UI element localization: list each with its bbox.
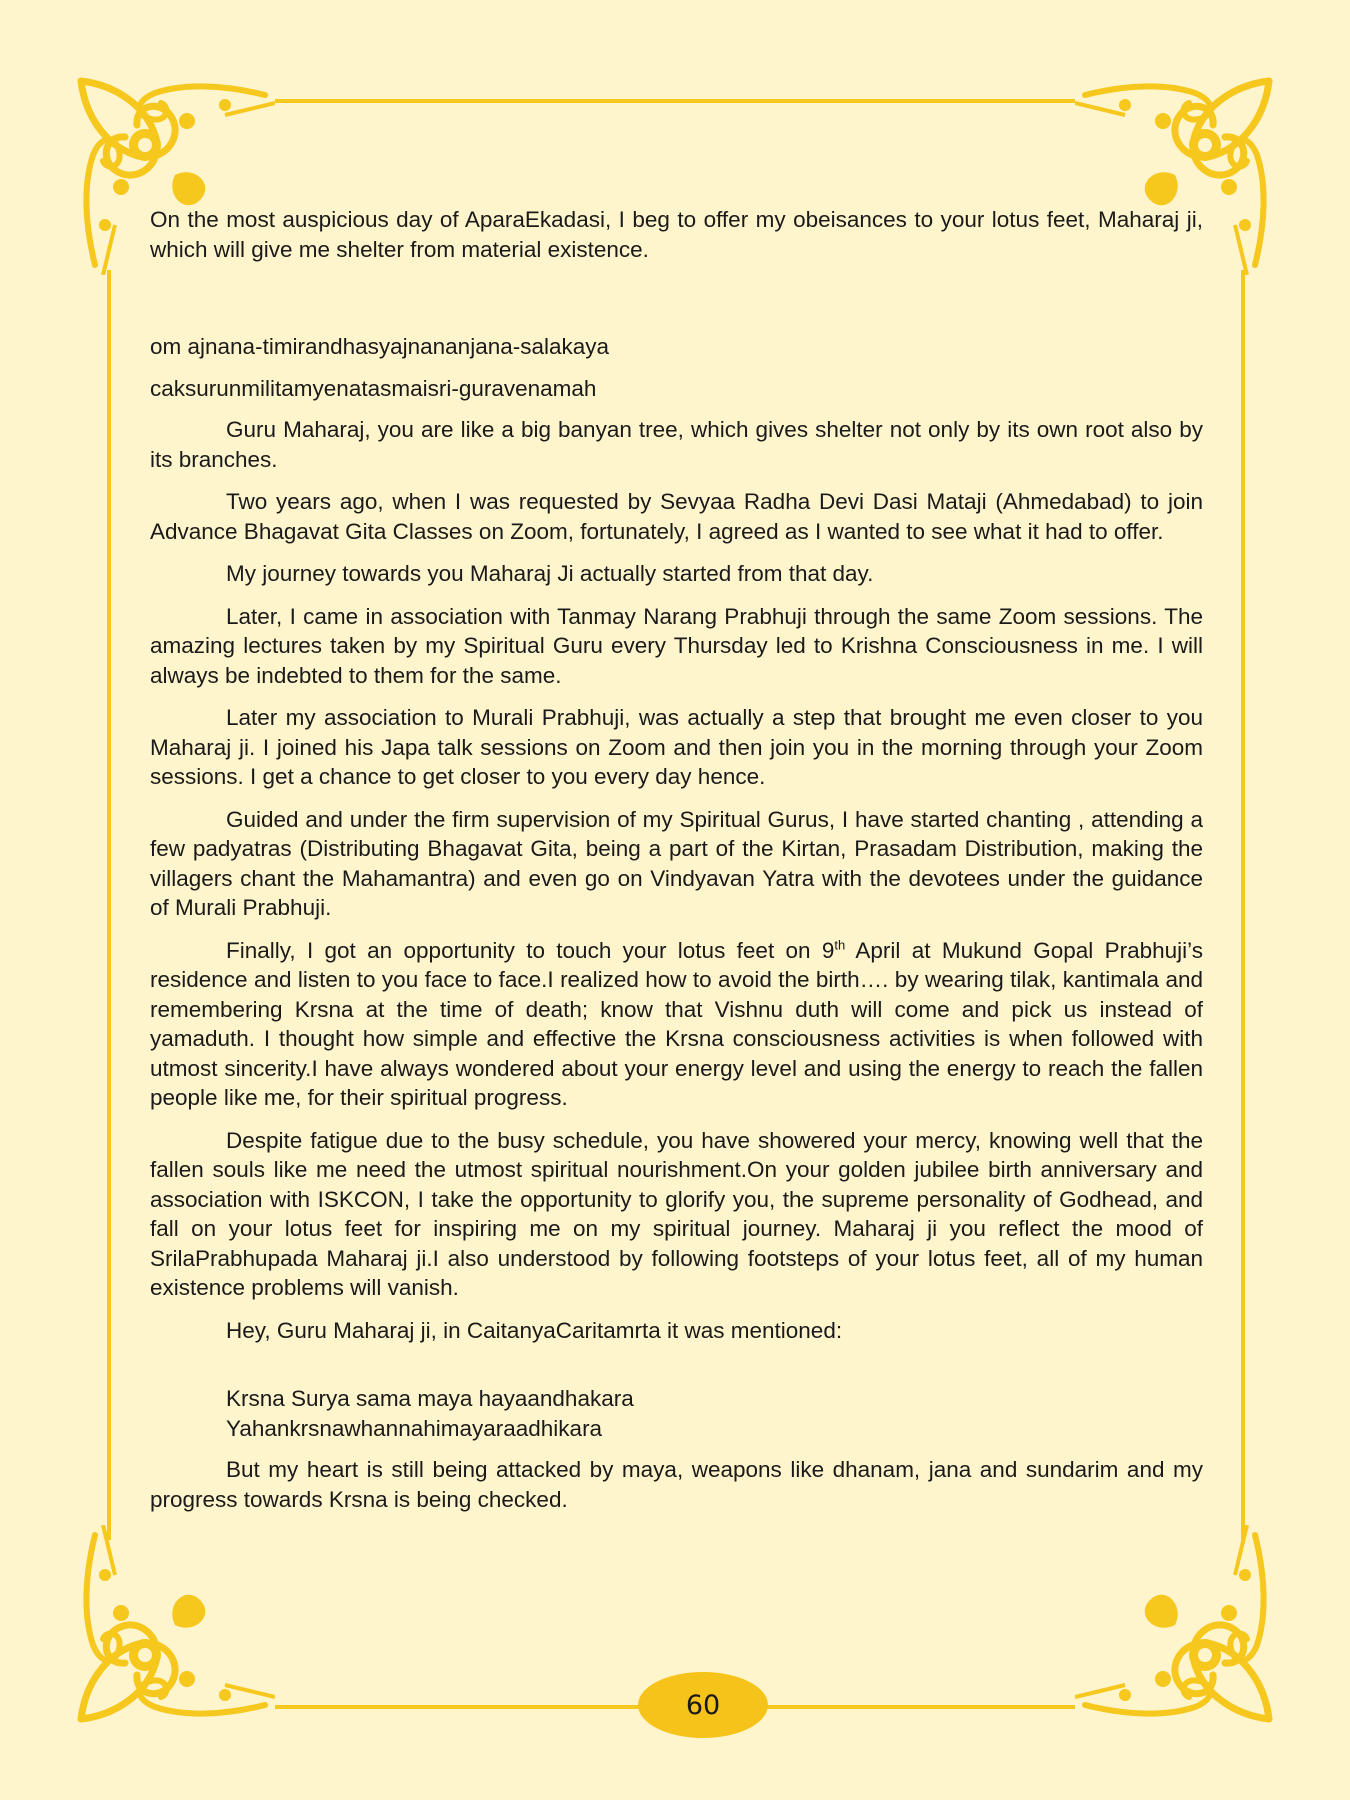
frame-right-border <box>1241 270 1245 1540</box>
paragraph-tanmay: Later, I came in association with Tanmay Narang Prabhuji through the same Zoom sessions. The amazing lectures taken by my Spiritual Guru every Thursday led to Krishna Consciousness in me. I will always be indebted to them for the same. <box>150 603 1203 688</box>
verse-line-2: Yahankrsnawhannahimayaraadhikara <box>226 1415 603 1441</box>
paragraph-finally <box>150 936 1203 1113</box>
frame-top-border <box>275 99 1075 103</box>
paragraph-murali: Later my association to Murali Prabhuji, was actually a step that brought me even closer to you Maharaj ji. I joined his Japa talk sessions on Zoom and then join you in the morning through your Zoom sessions. I get a chance to get closer to you every day hence. <box>150 705 1203 789</box>
frame-left-border <box>107 270 111 1540</box>
paragraph-two-years: Two years ago, when I was requested by Sevyaa Radha Devi Dasi Mataji (Ahmedabad) to join Advance Bhagavat Gita Classes on Zoom, fortunately, I agreed as I wanted to see what it had to offer. <box>150 489 1203 544</box>
paragraph-journey: My journey towards you Maharaj Ji actually started from that day. <box>226 561 874 586</box>
paragraph-despite: Despite fatigue due to the busy schedule, you have showered your mercy, knowing well that the fallen souls like me need the utmost spiritual nourishment.On your golden jubilee birth anniversary and association with ISKCON, I take the opportunity to glorify you, the supreme personality of Godhead, and fall on your lotus feet for inspiring me on my spiritual journey. Maharaj ji you reflect the mood of SrilaPrabhupada Maharaj ji.I also understood by following footsteps of your lotus feet, all of my human existence problems will vanish. <box>150 1127 1203 1300</box>
page-number-badge: 60 <box>638 1672 768 1738</box>
mantra-line-2: caksurunmilitamyenatasmaisri-guravenamah <box>150 375 597 401</box>
paragraph-banyan: Guru Maharaj, you are like a big banyan tree, which gives shelter not only by its own root also by its branches. <box>150 417 1203 472</box>
corner-ornament-icon <box>1075 1525 1275 1725</box>
paragraph-but: But my heart is still being attacked by maya, weapons like dhanam, jana and sundarim and my progress towards Krsna is being checked. <box>150 1457 1203 1512</box>
ordinal-suffix: th <box>834 937 846 952</box>
intro-paragraph: On the most auspicious day of AparaEkadasi, I beg to offer my obeisances to your lotus feet, Maharaj ji, which will give me shelter from material existence. <box>150 207 1203 262</box>
paragraph-hey: Hey, Guru Maharaj ji, in CaitanyaCaritamrta it was mentioned: <box>226 1317 843 1343</box>
corner-ornament-icon <box>75 1525 275 1725</box>
paragraph-guided: Guided and under the firm supervision of my Spiritual Gurus, I have started chanting , attending a few padyatras (Distributing Bhagavat Gita, being a part of the Kirtan, Prasadam Distribution, making the villagers chant the Mahamantra) and even go on Vindyavan Yatra with the devotees under the guidance of Murali Prabhuji. <box>150 806 1203 920</box>
paragraph-finally-start: Finally, I got an opportunity to touch your lotus feet on 9 <box>226 937 835 963</box>
page-body <box>150 205 1203 1527</box>
paragraph-finally-rest: April at Mukund Gopal Prabhuji’s residence and listen to you face to face.I realized how to avoid the birth…. by wearing tilak, kantimala and remembering Krsna at the time of death; know that Vishnu duth will come and pick us instead of yamaduth. I thought how simple and effective the Krsna consciousness activities is when followed with utmost sincerity.I have always wondered about your energy level and using the energy to reach the fallen people like me, for their spiritual progress. <box>150 937 1203 1110</box>
verse-line-1: Krsna Surya sama maya hayaandhakara <box>226 1386 634 1411</box>
mantra-line-1: om ajnana-timirandhasyajnananjana-salakaya <box>150 334 610 359</box>
